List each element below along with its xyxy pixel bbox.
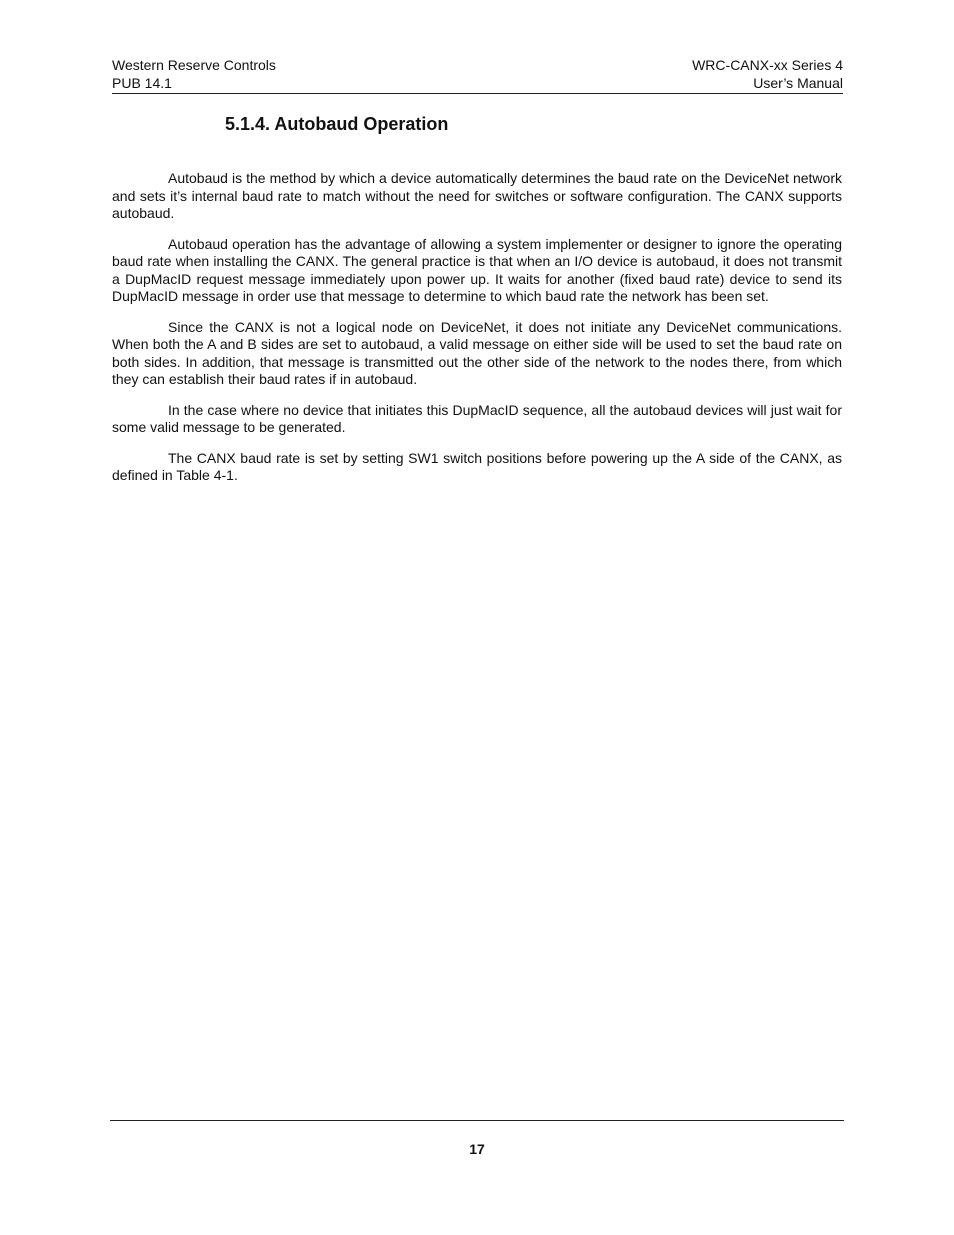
- page-header: [112, 56, 843, 94]
- publication-number: PUB 14.1: [112, 75, 172, 91]
- section-body: [112, 170, 842, 498]
- footer-divider: [110, 1120, 844, 1121]
- header-row-2: [112, 74, 843, 92]
- paragraph-3: Since the CANX is not a logical node on DeviceNet, it does not initiate any DeviceNet communications. When both the A and B sides are set to autobaud, a valid message on either side will be used to set the baud rate on both sides. In addition, that message is transmitted out the other side of the network to the nodes there, from which they can establish their baud rates if in autobaud.: [112, 318, 842, 387]
- section-heading: 5.1.4. Autobaud Operation: [225, 114, 449, 134]
- product-series: WRC-CANX-xx Series 4: [692, 57, 843, 73]
- header-row-1: [112, 56, 843, 74]
- page-number: 17: [469, 1141, 485, 1157]
- paragraph-5: The CANX baud rate is set by setting SW1 switch positions before powering up the A side of the CANX, as defined in Table 4-1.: [112, 449, 842, 483]
- paragraph-2: Autobaud operation has the advantage of allowing a system implementer or designer to ignore the operating baud rate when installing the CANX. The general practice is that when an I/O device is autobaud, it does not transmit a DupMacID request message immediately upon power up. It waits for another (fixed baud rate) device to send its DupMacID message in order use that message to determine to which baud rate the network has been set.: [112, 235, 842, 304]
- document-type: User’s Manual: [753, 75, 843, 91]
- paragraph-1: Autobaud is the method by which a device automatically determines the baud rate on the DeviceNet network and sets it’s internal baud rate to match without the need for switches or software configuration. The CANX supports autobaud.: [112, 170, 842, 221]
- paragraph-4: In the case where no device that initiates this DupMacID sequence, all the autobaud devices will just wait for some valid message to be generated.: [112, 401, 842, 435]
- company-name: Western Reserve Controls: [112, 57, 276, 73]
